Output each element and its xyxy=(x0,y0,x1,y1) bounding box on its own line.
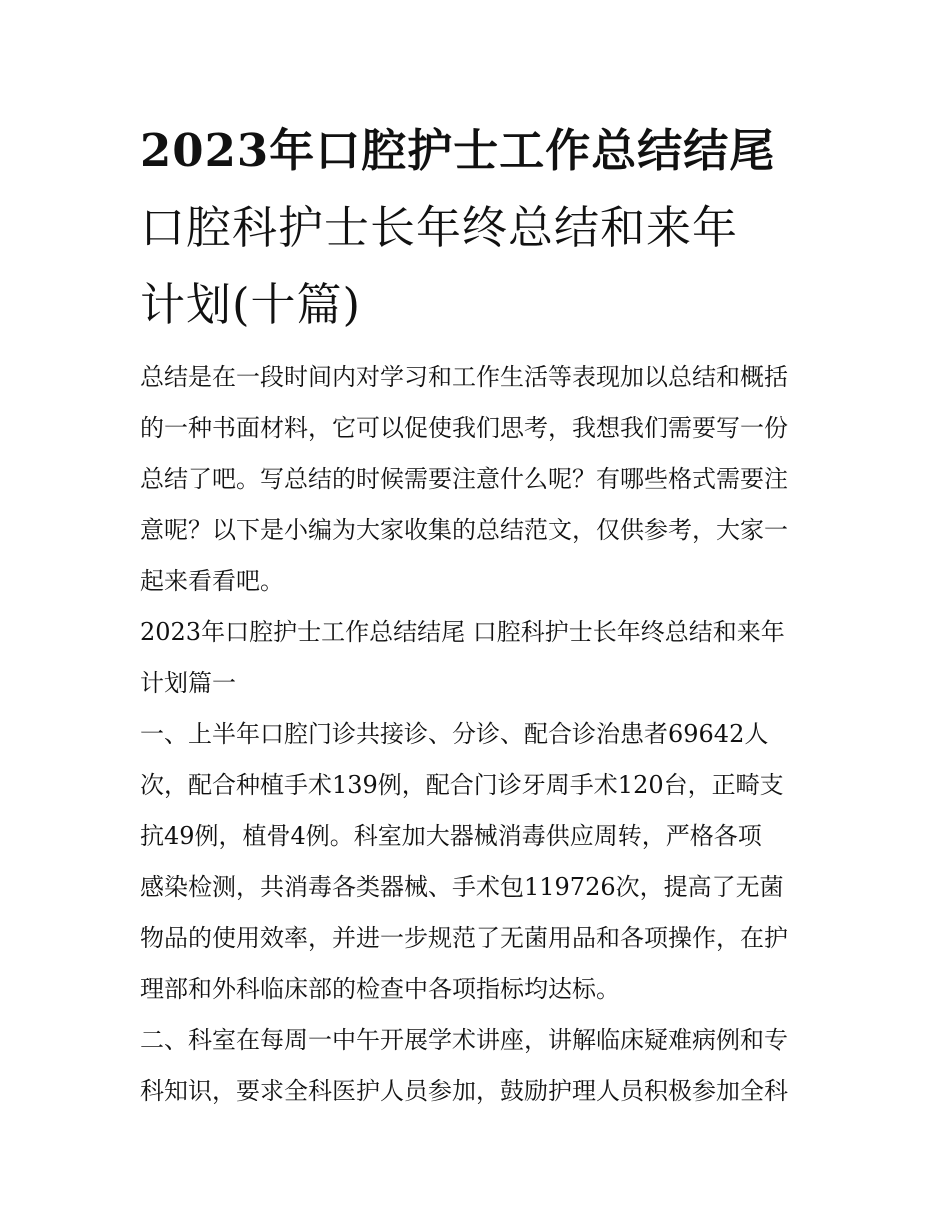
body-paragraph-1 xyxy=(140,709,820,1015)
text-line: 二、科室在每周一中午开展学术讲座，讲解临床疑难病例和专 xyxy=(140,1026,788,1054)
title-line: 计划(十篇) xyxy=(140,278,362,331)
text-line: 理部和外科临床部的检查中各项指标均达标。 xyxy=(140,975,620,1003)
document-title xyxy=(140,112,820,343)
text-line: 抗49例，植骨4例。科室加大器械消毒供应周转，严格各项 xyxy=(140,822,762,850)
text-line: 2023年口腔护士工作总结结尾 口腔科护士长年终总结和来年 xyxy=(140,618,785,646)
text-line: 物品的使用效率，并进一步规范了无菌用品和各项操作，在护 xyxy=(140,924,788,952)
text-line: 意呢？以下是小编为大家收集的总结范文，仅供参考，大家一 xyxy=(140,516,788,544)
title-line: 2023年口腔护士工作总结结尾 xyxy=(140,124,776,177)
text-line: 起来看看吧。 xyxy=(140,567,284,595)
document-page xyxy=(140,112,820,1117)
body-paragraph-2 xyxy=(140,1015,820,1117)
intro-paragraph xyxy=(140,352,820,607)
title-line: 口腔科护士长年终总结和来年 xyxy=(140,201,739,254)
text-line: 一、上半年口腔门诊共接诊、分诊、配合诊治患者69642人 xyxy=(140,720,769,748)
text-line: 科知识，要求全科医护人员参加，鼓励护理人员积极参加全科 xyxy=(140,1077,788,1105)
text-line: 总结了吧。写总结的时候需要注意什么呢？有哪些格式需要注 xyxy=(140,465,788,493)
text-line: 次，配合种植手术139例，配合门诊牙周手术120台，正畸支 xyxy=(140,771,784,799)
text-line: 感染检测，共消毒各类器械、手术包119726次，提高了无菌 xyxy=(140,873,784,901)
text-line: 的一种书面材料，它可以促使我们思考，我想我们需要写一份 xyxy=(140,414,788,442)
text-line: 总结是在一段时间内对学习和工作生活等表现加以总结和概括 xyxy=(140,363,788,391)
text-line: 计划篇一 xyxy=(140,669,236,697)
section-heading-paragraph xyxy=(140,607,820,709)
